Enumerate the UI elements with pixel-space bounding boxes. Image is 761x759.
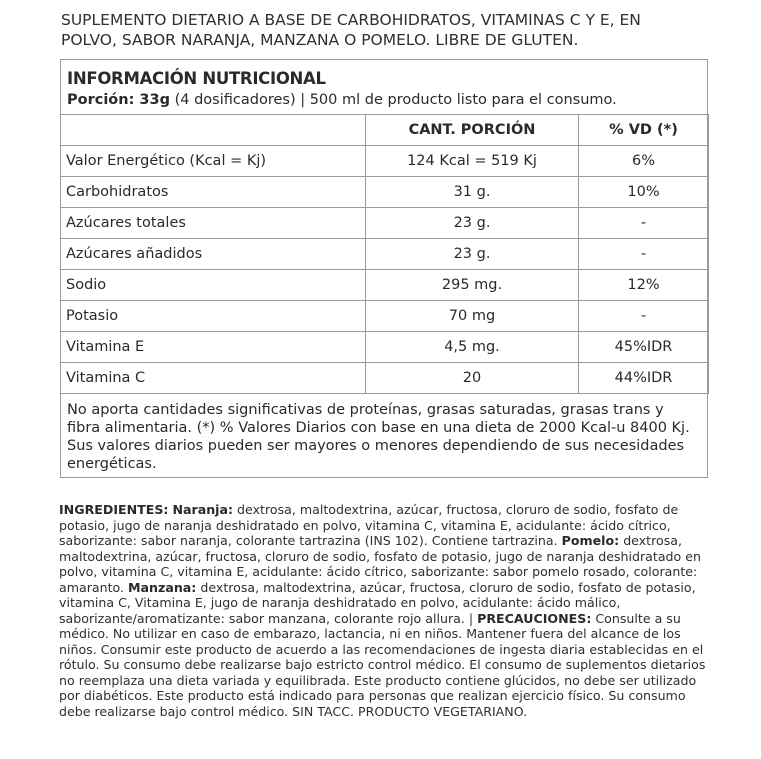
nutrient-vd: 44%IDR — [579, 363, 709, 394]
nutrient-name: Vitamina E — [61, 332, 366, 363]
pomelo-ingredients: dextrosa, maltodextrina, azúcar, fructosa, cloruro de sodio, fosfato de potasio, jugo de naranja deshidratado en polvo, vitamina C, vitamina E, acidulante: ácido cítrico, saborizante: sabor pomelo rosado, colorante: amaranto. — [59, 533, 701, 595]
table-row — [61, 239, 709, 270]
nutrient-name: Azúcares añadidos — [61, 239, 366, 270]
product-description — [61, 10, 741, 50]
table-row — [61, 301, 709, 332]
table-row — [61, 208, 709, 239]
table-row — [61, 363, 709, 394]
table-row — [61, 177, 709, 208]
nutrient-amount: 295 mg. — [366, 270, 579, 301]
nutrient-amount: 20 — [366, 363, 579, 394]
manzana-label: Manzana: — [128, 579, 197, 595]
product-description-line-1: SUPLEMENTO DIETARIO A BASE DE CARBOHIDRATOS, VITAMINAS C Y E, EN — [61, 11, 641, 29]
nutrient-name: Potasio — [61, 301, 366, 332]
nutrition-table — [60, 114, 709, 394]
header-amount: CANT. PORCIÓN — [366, 115, 579, 146]
nutrient-vd: - — [579, 239, 709, 270]
ingredients-precautions-text — [59, 502, 719, 719]
header-nutrient — [61, 115, 366, 146]
table-row — [61, 146, 709, 177]
nutrient-vd: 12% — [579, 270, 709, 301]
nutrition-title: INFORMACIÓN NUTRICIONAL — [67, 69, 326, 88]
precauciones-label: PRECAUCIONES: — [477, 610, 592, 626]
ingredients-label: INGREDIENTES: — [59, 502, 169, 517]
nutrient-vd: - — [579, 301, 709, 332]
nutrient-vd: - — [579, 208, 709, 239]
portion-text: (4 dosificadores) | 500 ml de producto listo para el consumo. — [170, 92, 617, 108]
nutrient-amount: 23 g. — [366, 239, 579, 270]
nutrient-vd: 45%IDR — [579, 332, 709, 363]
pomelo-label: Pomelo: — [561, 533, 620, 548]
header-vd: % VD (*) — [579, 115, 709, 146]
nutrient-name: Valor Energético (Kcal = Kj) — [61, 146, 366, 177]
nutrient-amount: 124 Kcal = 519 Kj — [366, 146, 579, 177]
table-row — [61, 270, 709, 301]
portion-label: Porción: 33g — [67, 92, 170, 108]
nutrient-amount: 31 g. — [366, 177, 579, 208]
table-header-row — [61, 115, 709, 146]
nutrient-amount: 4,5 mg. — [366, 332, 579, 363]
nutrient-name: Azúcares totales — [61, 208, 366, 239]
naranja-label: Naranja: — [172, 502, 234, 517]
nutrient-vd: 10% — [579, 177, 709, 208]
nutrient-name: Carbohidratos — [61, 177, 366, 208]
nutrient-amount: 23 g. — [366, 208, 579, 239]
precauciones-text: Consulte a su médico. No utilizar en caso de embarazo, lactancia, ni en niños. Mantener fuera del alcance de los niños. Consumir este producto de acuerdo a las recomendaciones de ingesta diaria establecidas en el rótulo. Su consumo debe realizarse bajo estricto control médico. El consumo de suplementos dietarios no reemplaza una dieta variada y equilibrada. Este producto contiene glúcidos, no debe ser utilizado por diabéticos. Este producto está indicado para personas que realizan ejercicio físico. Su consumo debe realizarse bajo control médico. SIN TACC. PRODUCTO VEGETARIANO. — [59, 610, 706, 719]
naranja-ingredients: dextrosa, maltodextrina, azúcar, fructosa, cloruro de sodio, fosfato de potasio, jugo de naranja deshidratado en polvo, vitamina C, vitamina E, acidulante: ácido cítrico, saborizante: sabor naranja, colorante tartrazina (INS 102). Contiene tartrazina. — [59, 502, 679, 548]
nutrition-facts-panel — [60, 59, 708, 478]
product-description-line-2: POLVO, SABOR NARANJA, MANZANA O POMELO. LIBRE DE GLUTEN. — [61, 31, 579, 49]
table-row — [61, 332, 709, 363]
nutrition-footnote: No aporta cantidades significativas de proteínas, grasas saturadas, grasas trans y fibra alimentaria. (*) % Valores Diarios con base en una dieta de 2000 Kcal-u 8400 Kj. Sus valores diarios pueden ser mayores o menores dependiendo de sus necesidades energéticas. — [67, 402, 690, 472]
manzana-ingredients: dextrosa, maltodextrina, azúcar, fructosa, cloruro de sodio, fosfato de potasio, vitamina C, Vitamina E, jugo de naranja deshidratado en polvo, acidulante: ácido málico, saborizante/aromatizante: sabor manzana, colorante rojo allura. | — [59, 579, 696, 626]
nutrient-amount: 70 mg — [366, 301, 579, 332]
portion-info — [67, 92, 617, 108]
nutrient-name: Vitamina C — [61, 363, 366, 394]
nutrient-name: Sodio — [61, 270, 366, 301]
nutrient-vd: 6% — [579, 146, 709, 177]
